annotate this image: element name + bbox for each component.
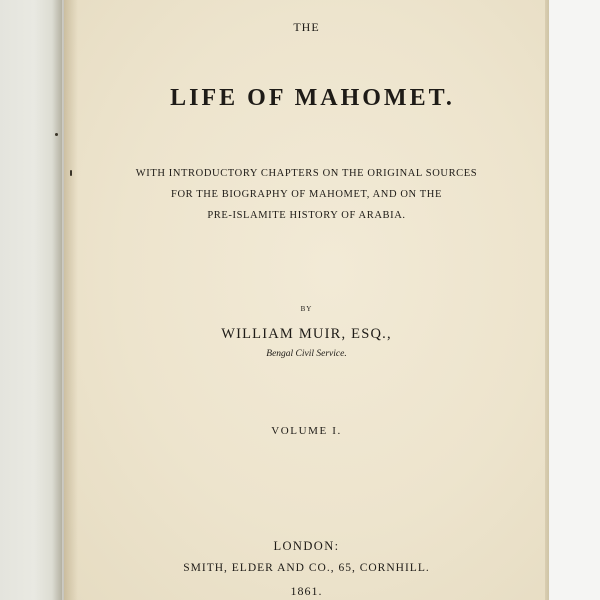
- book-title: LIFE OF MAHOMET.: [170, 85, 455, 111]
- background: [549, 0, 600, 600]
- subtitle-line: WITH INTRODUCTORY CHAPTERS ON THE ORIGINAL SOURCES: [135, 168, 478, 179]
- author-affiliation: Bengal Civil Service.: [266, 349, 347, 359]
- author-name: WILLIAM MUIR, ESQ.,: [221, 326, 392, 342]
- imprint-publisher: SMITH, ELDER AND CO., 65, CORNHILL.: [183, 562, 430, 574]
- paper-speck: [55, 133, 58, 136]
- imprint-year: 1861.: [290, 584, 323, 598]
- imprint-city: LONDON:: [273, 539, 340, 553]
- subtitle-line: FOR THE BIOGRAPHY OF MAHOMET, AND ON THE: [171, 189, 442, 200]
- subtitle-line: PRE-ISLAMITE HISTORY OF ARABIA.: [207, 210, 406, 221]
- by-line: BY: [300, 305, 313, 313]
- title-article: THE: [293, 20, 320, 34]
- volume-label: VOLUME I.: [271, 425, 342, 437]
